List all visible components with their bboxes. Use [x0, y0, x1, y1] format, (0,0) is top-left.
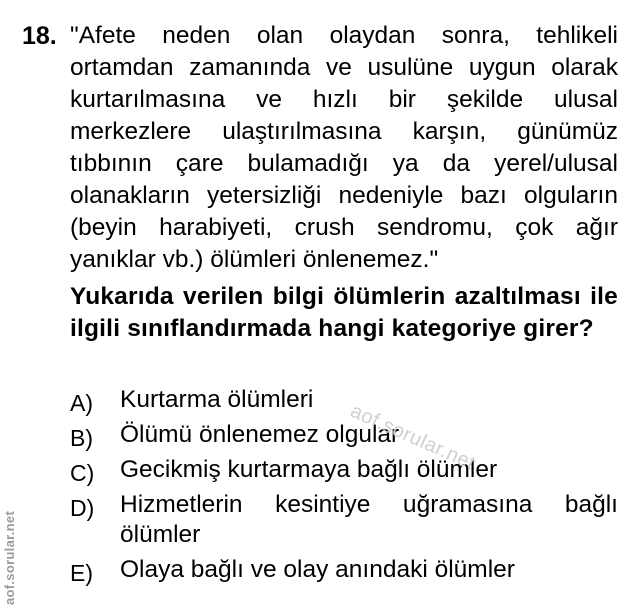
- option-e[interactable]: [70, 555, 618, 585]
- option-text: Olaya bağlı ve olay anındaki ölümler: [120, 556, 515, 583]
- option-letter: B): [70, 425, 93, 451]
- option-text: Kurtarma ölümleri: [120, 386, 314, 413]
- option-text: Gecikmiş kurtarmaya bağlı ölümler: [120, 456, 498, 483]
- question-number: 18.: [22, 22, 57, 50]
- option-c[interactable]: [70, 455, 618, 485]
- question-prompt: Yukarıda verilen bilgi ölümlerin azaltılması ile ilgili sınıflandırmada hangi kategoriye girer?: [70, 283, 618, 342]
- option-b[interactable]: [70, 420, 618, 450]
- watermark-side: aof.sorular.net: [2, 510, 17, 605]
- option-letter: E): [70, 560, 93, 586]
- watermark-diagonal: aof.sorular.net: [347, 400, 479, 475]
- option-text: Ölümü önlenemez olgular: [120, 421, 400, 448]
- option-letter: C): [70, 460, 95, 486]
- answer-options: [70, 385, 618, 590]
- option-text: Hizmetlerin kesintiye uğramasına bağlı ölümler: [120, 491, 618, 548]
- option-d[interactable]: [70, 490, 618, 550]
- option-letter: D): [70, 495, 95, 521]
- option-letter: A): [70, 390, 93, 416]
- question-stem: "Afete neden olan olaydan sonra, tehlikeli ortamdan zamanında ve usulüne uygun olarak kurtarılmasına ve hızlı bir şekilde ulusal merkezlere ulaştırılmasına karşın, günümüz tıbbının çare bulamadığı ya da yerel/ulusal olanakların yetersizliği nedeniyle bazı olguların (beyin harabiyeti, crush sendromu, çok ağır yanıklar vb.) ölümleri önlenemez.": [70, 22, 618, 273]
- option-a[interactable]: [70, 385, 618, 415]
